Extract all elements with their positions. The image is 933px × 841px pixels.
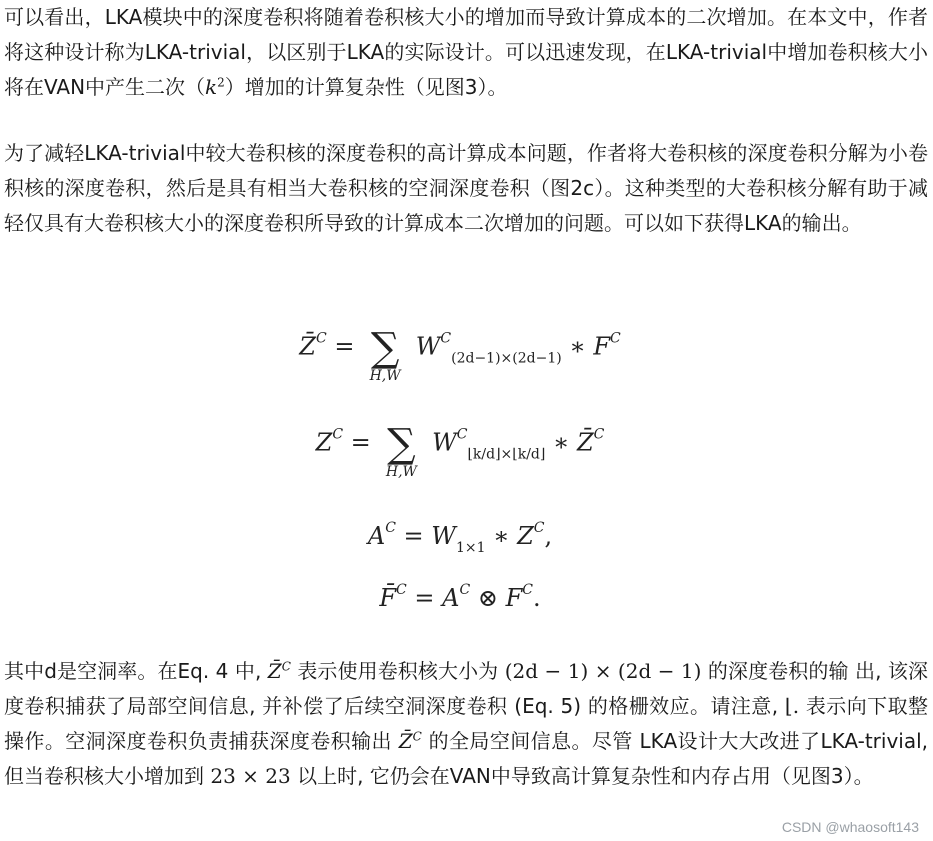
paragraph-1-text: 可以看出，LKA模块中的深度卷积将随着卷积核大小的增加而导致计算成本的二次增加。在本文中，作者将这种设计称为LKA-trivial，以区别于LKA的实际设计。可以迅速发现，在LKA-trivial中增加卷积核大小将在VAN中产生二次（ xyxy=(4,5,928,99)
eq2-operator: ∗ xyxy=(553,428,570,457)
equation-4 xyxy=(260,582,660,612)
eq4-mid-sup: C xyxy=(459,582,471,598)
eq4-end: . xyxy=(532,584,541,612)
eq1-equals: = xyxy=(334,332,355,361)
eq3-lhs: A xyxy=(367,522,386,550)
eq3-weight: W xyxy=(431,522,456,550)
eq3-rhs: Z xyxy=(517,522,534,550)
eq3-rhs-sup: C xyxy=(533,520,545,536)
math-k-exponent: 2 xyxy=(217,75,225,90)
eq1-rhs-sup: C xyxy=(609,330,621,347)
eq1-sum-index: H,W xyxy=(369,368,401,384)
eq4-lhs-sup: C xyxy=(396,582,407,598)
eq2-weight: W xyxy=(432,428,457,457)
equation-3 xyxy=(260,520,660,556)
eq1-weight: W xyxy=(415,332,441,361)
eq3-operator: ∗ xyxy=(493,522,510,550)
eq2-weight-sub: ⌊k/d⌋×⌊k/d⌋ xyxy=(467,446,546,463)
watermark: CSDN @whaosoft143 xyxy=(781,819,919,835)
eq2-weight-sup: C xyxy=(456,426,468,443)
eq2-rhs: Z̄ xyxy=(576,428,594,457)
paragraph-1 xyxy=(4,0,928,105)
p3-zbar-sup: C xyxy=(281,659,291,674)
eq4-equals: = xyxy=(414,584,435,612)
eq1-lhs-sup: C xyxy=(315,330,327,347)
eq1-weight-sup: C xyxy=(440,330,452,347)
eq4-lhs: F̄ xyxy=(379,584,397,612)
eq4-rhs-sup: C xyxy=(522,582,533,598)
eq2-equals: = xyxy=(350,428,371,457)
eq1-rhs: F xyxy=(593,332,610,361)
eq2-rhs-sup: C xyxy=(593,426,605,443)
eq3-weight-sub: 1×1 xyxy=(455,540,486,556)
eq2-lhs: Z xyxy=(315,428,333,457)
eq2-lhs-sup: C xyxy=(332,426,344,443)
paragraph-2: 为了减轻LKA-trivial中较大卷积核的深度卷积的高计算成本问题，作者将大卷积核的深度卷积分解为小卷积核的深度卷积，然后是具有相当大卷积核的空洞深度卷积（图2c）。这种类型的大卷积核分解有助于减轻仅具有大卷积核大小的深度卷积所导致的计算成本二次增加的问题。可以如下获得LKA的输出。 xyxy=(4,141,928,235)
eq1-sum xyxy=(362,325,408,384)
eq3-lhs-sup: C xyxy=(385,520,396,536)
eq3-equals: = xyxy=(403,522,424,550)
eq2-sum xyxy=(378,421,424,480)
eq1-operator: ∗ xyxy=(569,332,586,361)
equation-1 xyxy=(260,325,660,384)
p3-zbar-2-sup: C xyxy=(412,729,422,744)
p3-size: 23 × 23 xyxy=(210,764,291,788)
eq4-operator: ⊗ xyxy=(477,584,498,612)
equation-2 xyxy=(260,421,660,480)
p3-kernel: (2d − 1) × (2d − 1) xyxy=(504,659,702,683)
p3-zbar-2: Z̄ xyxy=(398,729,413,753)
eq3-end: , xyxy=(544,522,553,550)
eq2-sum-index: H,W xyxy=(385,464,417,480)
sigma-symbol: ∑ xyxy=(370,325,400,371)
p3-floor: ⌊. xyxy=(784,694,800,718)
p3-part3: 的深度卷积的输 出, 该深度卷积捕获了局部空间信息, 并补偿了后续空洞深度卷积 (Eq. 5) 的格栅效应。请注意, xyxy=(4,659,929,718)
eq4-mid: A xyxy=(442,584,460,612)
eq1-lhs: Z̄ xyxy=(299,332,316,361)
p3-part6: 以上时, 它仍会在VAN中导致高计算复杂性和内存占用（见图3）。 xyxy=(297,764,874,788)
formula-block xyxy=(260,300,660,630)
p3-part4: 表示向下取整操作。空洞深度卷积负责捕获深度卷积输出 xyxy=(4,694,929,753)
eq1-weight-sub: (2d−1)×(2d−1) xyxy=(451,350,562,367)
p3-part2: 表示使用卷积核大小为 xyxy=(297,659,499,683)
sigma-symbol: ∑ xyxy=(387,421,416,467)
p3-part1: 其中d是空洞率。在Eq. 4 中, xyxy=(4,659,262,683)
paragraph-1-tail: ）增加的计算复杂性（见图3）。 xyxy=(224,75,508,99)
p3-part5: 的全局空间信息。尽管 LKA设计大大改进了LKA-trivial, 但当卷积核大小增加到 xyxy=(4,729,929,788)
p3-zbar: Z̄ xyxy=(267,659,282,683)
eq4-rhs: F xyxy=(505,584,523,612)
paragraph-3 xyxy=(4,654,928,794)
math-k: k xyxy=(205,75,218,99)
